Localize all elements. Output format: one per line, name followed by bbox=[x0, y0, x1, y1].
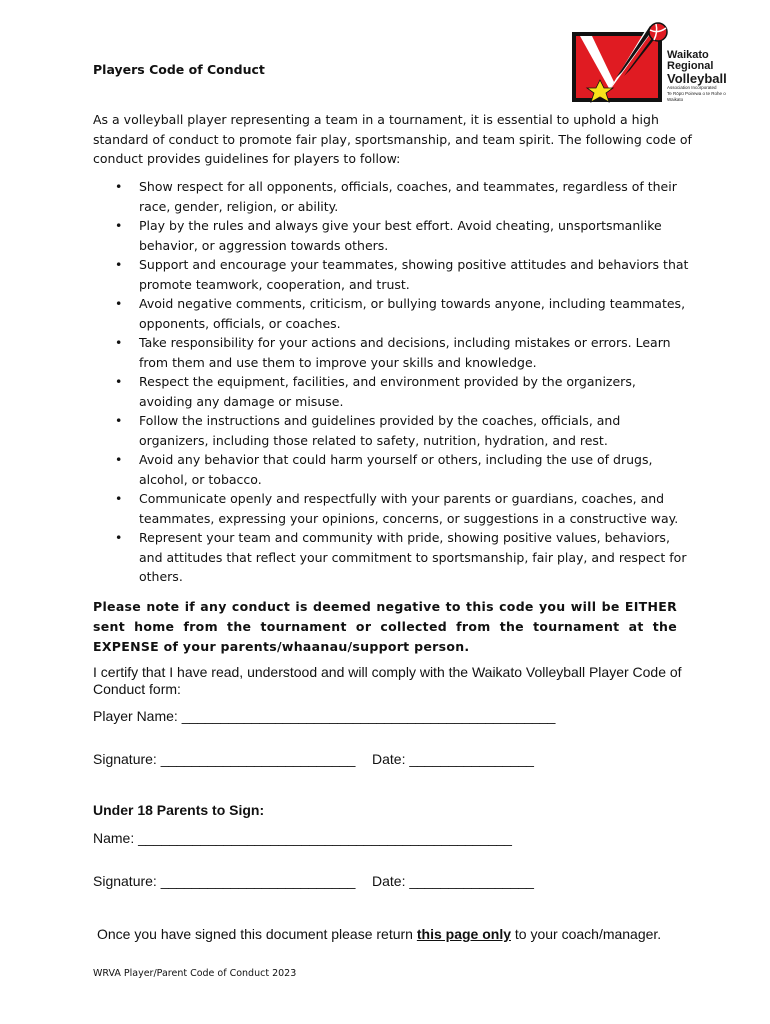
list-item bbox=[93, 372, 693, 411]
list-item bbox=[93, 528, 693, 587]
bullet-icon: • bbox=[115, 335, 123, 350]
wrva-logo bbox=[570, 20, 740, 104]
logo-wordmark bbox=[667, 50, 740, 103]
list-item bbox=[93, 216, 693, 255]
logo-line-3: Volleyball bbox=[667, 71, 727, 86]
rule-text: Communicate openly and respectfully with your parents or guardians, coaches, and teammates, expressing your opinions, concerns, or suggestions in a constructive way. bbox=[139, 491, 679, 526]
list-item bbox=[93, 294, 693, 333]
list-item bbox=[93, 411, 693, 450]
parent-signature-field[interactable]: Signature: _________________________ bbox=[93, 873, 356, 889]
bullet-icon: • bbox=[115, 218, 123, 233]
logo-line-4: Association Incorporated bbox=[667, 85, 717, 90]
page-footer: WRVA Player/Parent Code of Conduct 2023 bbox=[93, 968, 297, 979]
list-item bbox=[93, 333, 693, 372]
logo-line-2: Regional bbox=[667, 60, 714, 72]
player-signature-field[interactable]: Signature: _________________________ bbox=[93, 751, 356, 767]
parent-date-field[interactable]: Date: ________________ bbox=[372, 873, 534, 889]
rule-text: Avoid negative comments, criticism, or bullying towards anyone, including teammates, opponents, officials, or coaches. bbox=[139, 296, 686, 331]
list-item bbox=[93, 177, 693, 216]
certification-statement: I certify that I have read, understood and will comply with the Waikato Volleyball Player Code of Conduct form: bbox=[93, 664, 682, 697]
return-instructions bbox=[97, 926, 661, 943]
parent-name-field[interactable]: Name: ________________________________________________ bbox=[93, 830, 512, 846]
bullet-icon: • bbox=[115, 530, 123, 545]
return-text-before: Once you have signed this document please return bbox=[97, 926, 417, 942]
rule-text: Follow the instructions and guidelines provided by the coaches, officials, and organizers, including those related to safety, nutrition, hydration, and rest. bbox=[139, 413, 621, 448]
document-title: Players Code of Conduct bbox=[93, 62, 265, 77]
rule-text: Support and encourage your teammates, showing positive attitudes and behaviors that promote teamwork, cooperation, and trust. bbox=[139, 257, 689, 292]
rule-text: Represent your team and community with pride, showing positive values, behaviors, and attitudes that reflect your commitment to sportsmanship, fair play, and respect for others. bbox=[139, 530, 687, 584]
bullet-icon: • bbox=[115, 374, 123, 389]
rule-text: Take responsibility for your actions and decisions, including mistakes or errors. Learn from them and use them to improve your skills and knowledge. bbox=[139, 335, 671, 370]
bullet-icon: • bbox=[115, 257, 123, 272]
list-item bbox=[93, 255, 693, 294]
conduct-warning-notice: Please note if any conduct is deemed negative to this code you will be EITHER sent home from the tournament or collected from the tournament at the EXPENSE of your parents/whaanau/support person. bbox=[93, 599, 677, 654]
rule-text: Play by the rules and always give your best effort. Avoid cheating, unsportsmanlike behavior, or aggression towards others. bbox=[139, 218, 662, 253]
code-of-conduct-list bbox=[93, 177, 693, 587]
return-text-after: to your coach/manager. bbox=[511, 926, 662, 942]
list-item bbox=[93, 489, 693, 528]
player-date-field[interactable]: Date: ________________ bbox=[372, 751, 534, 767]
bullet-icon: • bbox=[115, 296, 123, 311]
rule-text: Respect the equipment, facilities, and environment provided by the organizers, avoiding any damage or misuse. bbox=[139, 374, 636, 409]
rule-text: Show respect for all opponents, officials, coaches, and teammates, regardless of their race, gender, religion, or ability. bbox=[139, 179, 677, 214]
player-name-field[interactable]: Player Name: ________________________________________________ bbox=[93, 708, 556, 724]
parents-section-heading: Under 18 Parents to Sign: bbox=[93, 802, 265, 818]
bullet-icon: • bbox=[115, 491, 123, 506]
logo-line-1: Waikato bbox=[667, 49, 709, 61]
bullet-icon: • bbox=[115, 452, 123, 467]
intro-paragraph: As a volleyball player representing a team in a tournament, it is essential to uphold a high standard of conduct to promote fair play, sportsmanship, and team spirit. The following code of conduct provides guidelines for players to follow: bbox=[93, 112, 692, 166]
bullet-icon: • bbox=[115, 413, 123, 428]
logo-line-5: Te Rōpū Poirewa o te Rohe o Waikato bbox=[667, 91, 726, 102]
rule-text: Avoid any behavior that could harm yourself or others, including the use of drugs, alcohol, or tobacco. bbox=[139, 452, 653, 487]
return-emphasis: this page only bbox=[416, 926, 511, 942]
list-item bbox=[93, 450, 693, 489]
bullet-icon: • bbox=[115, 179, 123, 194]
